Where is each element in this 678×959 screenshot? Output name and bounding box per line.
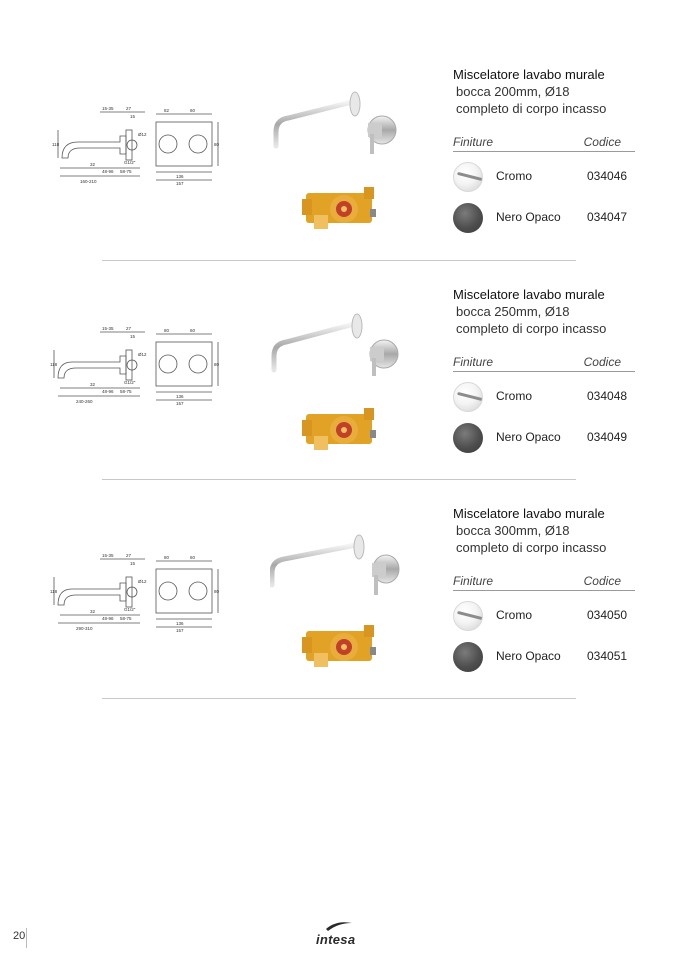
- dim-label: 157: [176, 181, 184, 186]
- product-spec: bocca 200mm, Ø18: [456, 84, 570, 99]
- dim-label: 15: [130, 114, 136, 119]
- dim-label: 136: [176, 394, 184, 399]
- dim-label: 80: [214, 142, 220, 147]
- product-note: completo di corpo incasso: [456, 101, 607, 116]
- dim-label: 48-96: [102, 616, 114, 621]
- dim-label: 80: [164, 328, 170, 333]
- finish-row: [453, 382, 635, 412]
- product-spec: bocca 300mm, Ø18: [456, 523, 570, 538]
- dim-label: 32: [90, 382, 96, 387]
- dim-label: 80: [214, 589, 220, 594]
- finish-name: Nero Opaco: [496, 430, 561, 444]
- dim-label: 60: [190, 108, 196, 113]
- dim-label: 32: [90, 162, 96, 167]
- finish-row: [453, 642, 635, 672]
- dim-label: 157: [176, 401, 184, 406]
- dim-label: 15-35: [102, 326, 114, 331]
- dim-label: 240-260: [76, 399, 93, 404]
- dim-label: 118: [52, 142, 60, 147]
- faucet-image: [270, 533, 402, 599]
- finish-code: 034048: [587, 389, 628, 403]
- dim-label: 80: [164, 555, 170, 560]
- dim-label: 15-35: [102, 553, 114, 558]
- dim-label: 32: [90, 609, 96, 614]
- chrome-swatch: [453, 162, 483, 192]
- product-section-1: [0, 66, 678, 286]
- brand-logo-swoosh-icon: [324, 920, 354, 932]
- section-divider: [102, 479, 576, 480]
- finish-row: [453, 203, 635, 233]
- dim-label: Ø12: [138, 352, 147, 357]
- page-number: 20: [13, 930, 26, 942]
- brand-logo: intesa: [316, 932, 356, 947]
- dim-label: 48-96: [102, 389, 114, 394]
- faucet-image: [270, 312, 402, 378]
- dim-label: 27: [126, 106, 132, 111]
- dim-label: 160-210: [80, 179, 97, 184]
- technical-drawing: [50, 553, 222, 633]
- dim-label: 82: [164, 108, 170, 113]
- product-title-block: [453, 505, 606, 556]
- valve-body-image: [300, 617, 380, 675]
- finish-name: Nero Opaco: [496, 649, 561, 663]
- dim-label: 290-310: [76, 626, 93, 631]
- chrome-swatch: [453, 382, 483, 412]
- section-divider: [102, 698, 576, 699]
- dim-label: 118: [50, 362, 58, 367]
- finish-code: 034050: [587, 608, 628, 622]
- product-title: Miscelatore lavabo murale: [453, 67, 605, 82]
- dim-label: 157: [176, 628, 184, 633]
- technical-drawing: [50, 106, 222, 186]
- dim-label: 58-75: [120, 389, 132, 394]
- page-number-divider: [26, 928, 27, 948]
- matte-black-swatch: [453, 642, 483, 672]
- dim-label: 136: [176, 174, 184, 179]
- technical-drawing: [50, 326, 222, 406]
- matte-black-swatch: [453, 423, 483, 453]
- finishes-header: [453, 574, 635, 591]
- product-section-3: [0, 505, 678, 725]
- code-label: Codice: [583, 355, 621, 369]
- dim-label: Ø12: [138, 579, 147, 584]
- dim-label: 15: [130, 561, 136, 566]
- dim-label: G1/2": [124, 607, 136, 612]
- dim-label: 27: [126, 553, 132, 558]
- dim-label: 48-96: [102, 169, 114, 174]
- faucet-image: [270, 90, 402, 156]
- finish-row: [453, 162, 635, 192]
- finish-name: Nero Opaco: [496, 210, 561, 224]
- dim-label: 60: [190, 555, 196, 560]
- product-spec: bocca 250mm, Ø18: [456, 304, 570, 319]
- code-label: Codice: [583, 574, 621, 588]
- valve-body-image: [300, 400, 380, 458]
- dim-label: 118: [50, 589, 58, 594]
- dim-label: 58-75: [120, 616, 132, 621]
- product-section-2: [0, 286, 678, 506]
- finish-row: [453, 423, 635, 453]
- finishes-header: [453, 135, 635, 152]
- product-note: completo di corpo incasso: [456, 321, 607, 336]
- dim-label: G1/2": [124, 380, 136, 385]
- product-title-block: [453, 286, 606, 337]
- finish-code: 034047: [587, 210, 628, 224]
- dim-label: 15: [130, 334, 136, 339]
- dim-label: 80: [214, 362, 220, 367]
- dim-label: Ø12: [138, 132, 147, 137]
- dim-label: 136: [176, 621, 184, 626]
- chrome-swatch: [453, 601, 483, 631]
- dim-label: 58-75: [120, 169, 132, 174]
- product-title: Miscelatore lavabo murale: [453, 506, 605, 521]
- finish-row: [453, 601, 635, 631]
- finish-name: Cromo: [496, 389, 533, 403]
- finish-name: Cromo: [496, 608, 533, 622]
- finish-code: 034046: [587, 169, 628, 183]
- product-note: completo di corpo incasso: [456, 540, 607, 555]
- dim-label: 60: [190, 328, 196, 333]
- section-divider: [102, 260, 576, 261]
- finishes-label: Finiture: [453, 574, 494, 588]
- finishes-label: Finiture: [453, 135, 494, 149]
- valve-body-image: [300, 179, 380, 237]
- dim-label: 15-35: [102, 106, 114, 111]
- finish-code: 034049: [587, 430, 628, 444]
- code-label: Codice: [583, 135, 621, 149]
- finishes-label: Finiture: [453, 355, 494, 369]
- matte-black-swatch: [453, 203, 483, 233]
- finishes-header: [453, 355, 635, 372]
- product-title: Miscelatore lavabo murale: [453, 287, 605, 302]
- dim-label: G1/2": [124, 160, 136, 165]
- product-title-block: [453, 66, 606, 117]
- finish-code: 034051: [587, 649, 628, 663]
- finish-name: Cromo: [496, 169, 533, 183]
- dim-label: 27: [126, 326, 132, 331]
